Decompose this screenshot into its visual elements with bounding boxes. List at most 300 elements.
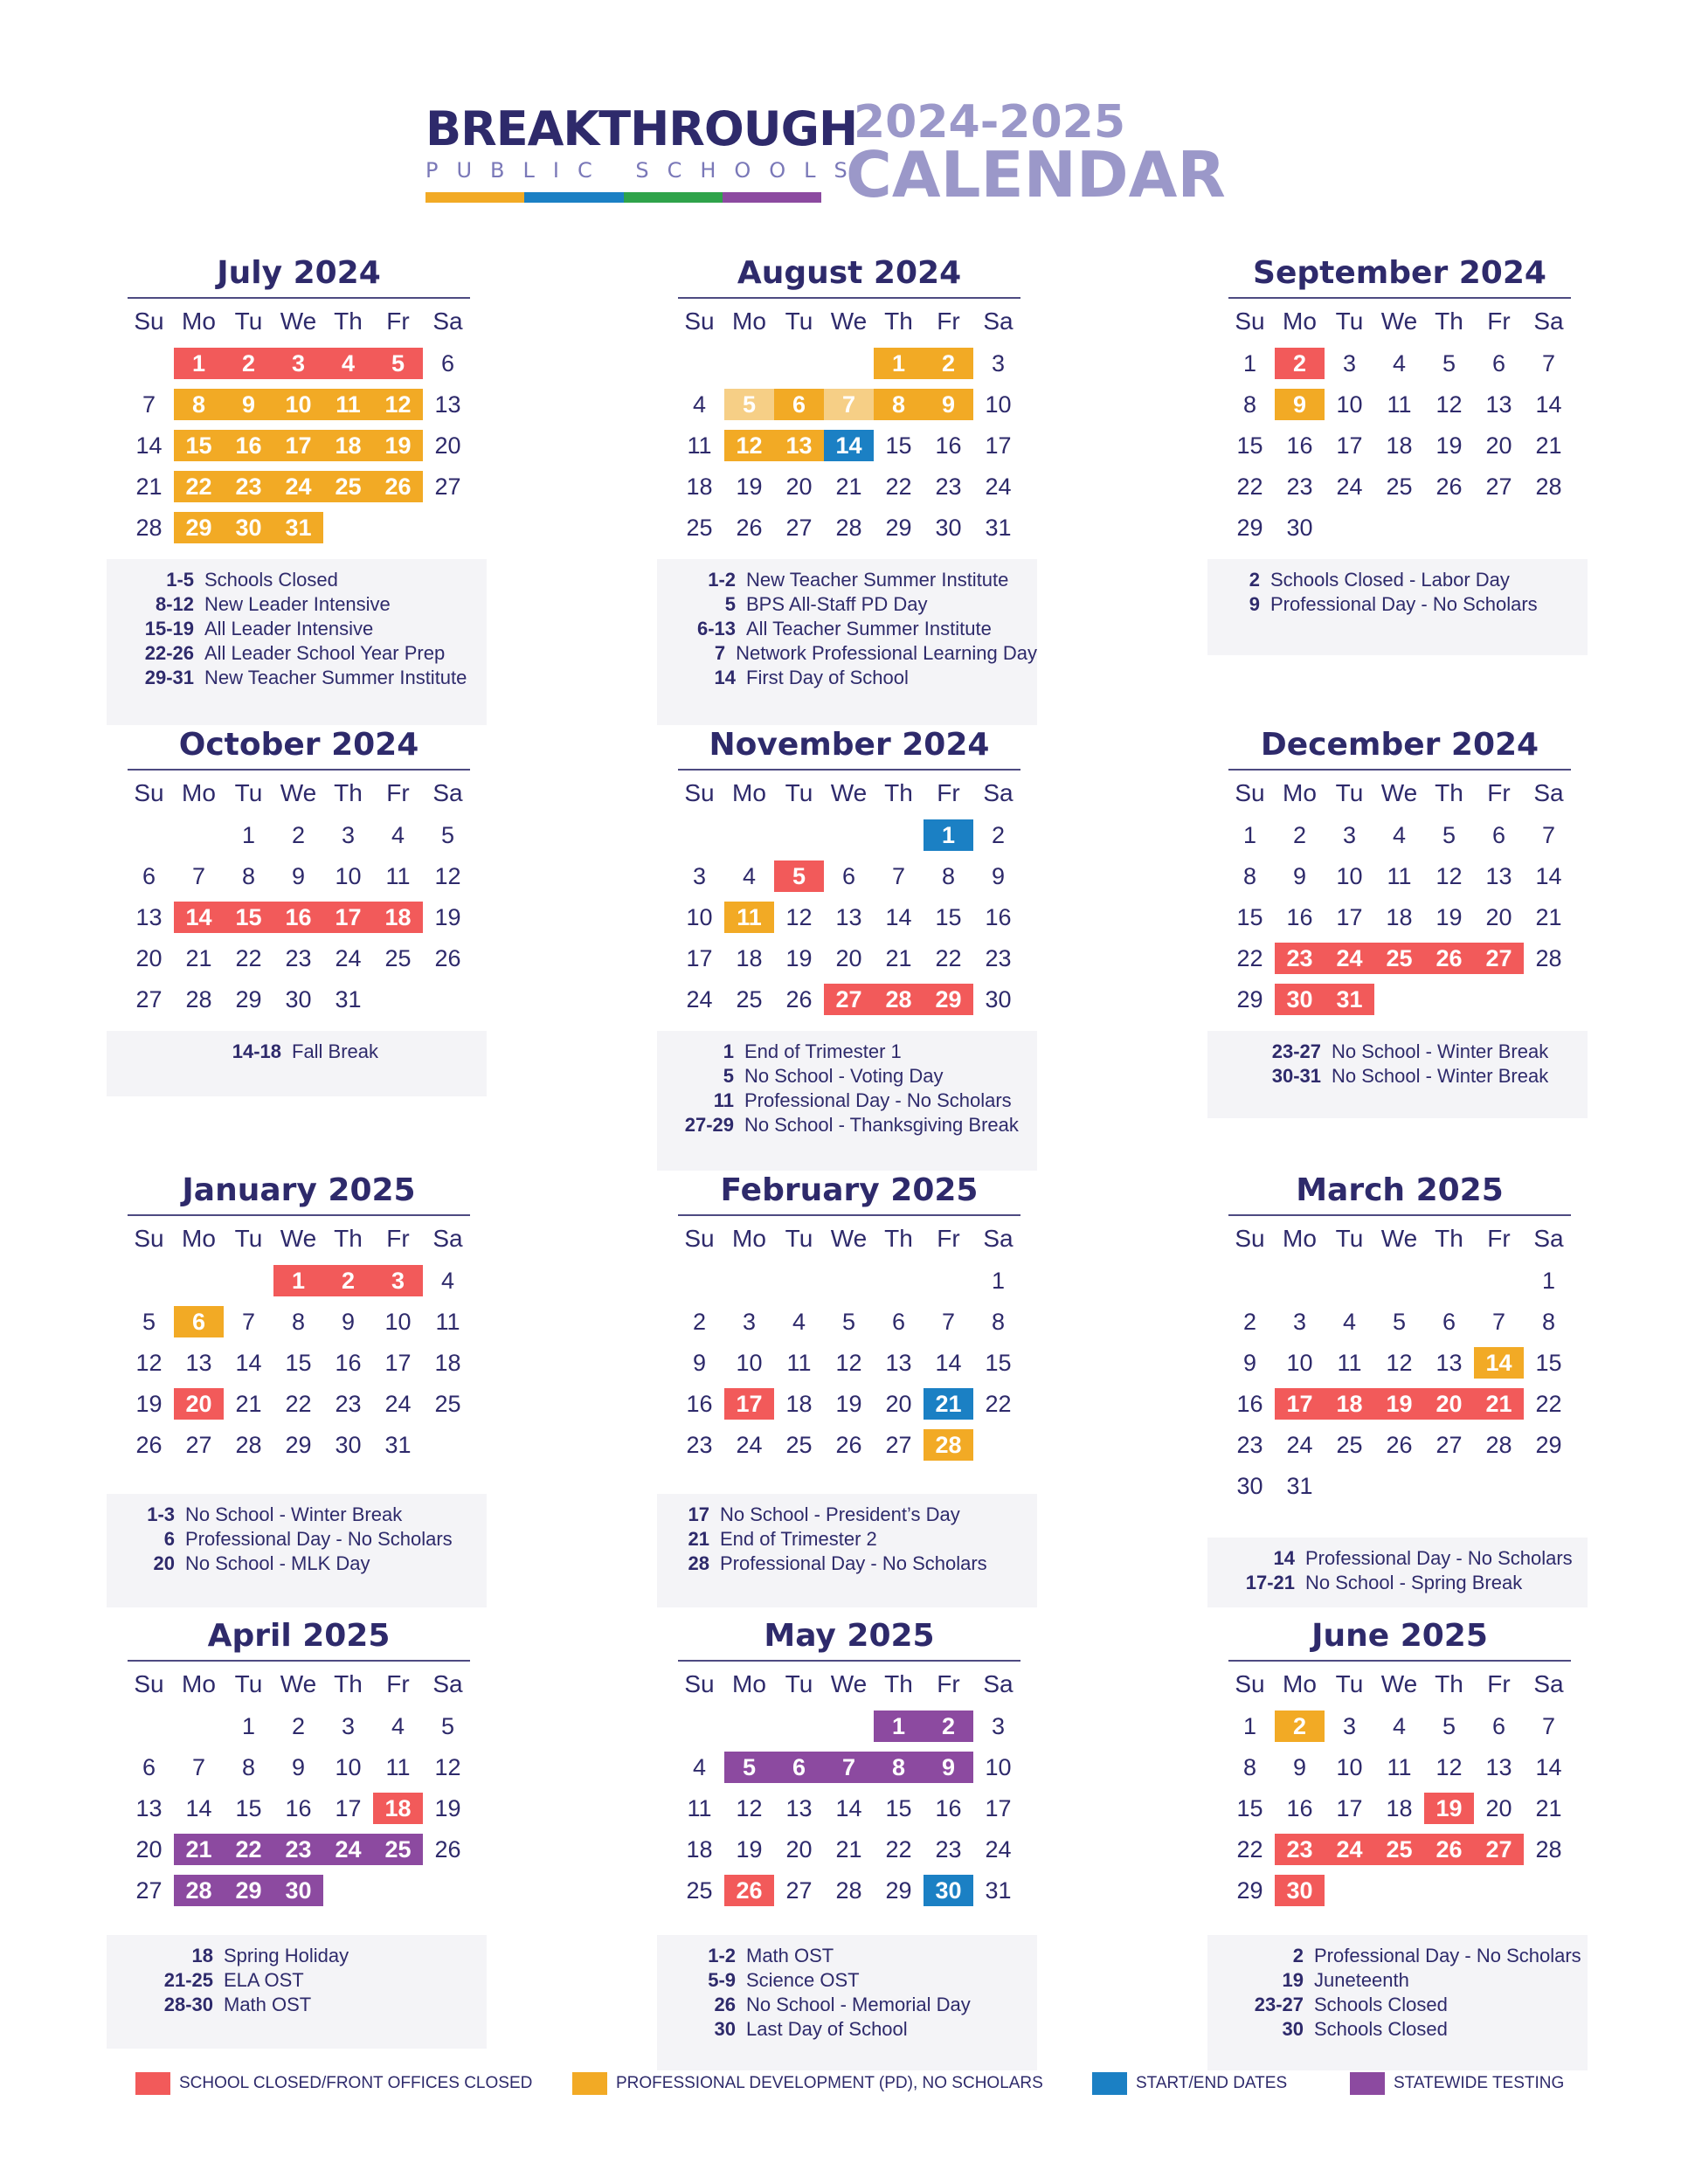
day-cell: 31 — [985, 1877, 1012, 1904]
day-cell: 1 — [1541, 1268, 1556, 1294]
event-description: Fall Break — [292, 1040, 379, 1062]
month-title: May 2025 — [764, 1618, 935, 1654]
event-dates: 8-12 — [155, 593, 194, 615]
weekday-spacer — [107, 306, 124, 337]
day-cell: 27 — [1474, 943, 1524, 974]
weekday-label: Su — [684, 1670, 715, 1697]
day-cell: 31 — [1286, 1473, 1313, 1499]
day-grid — [675, 348, 1041, 543]
event-description: All Leader Intensive — [204, 618, 374, 639]
day-cell: 25 — [1374, 1834, 1424, 1865]
weekday-label: Sa — [1533, 1670, 1564, 1697]
day-cell: 19 — [373, 430, 423, 461]
day-grid — [124, 1711, 491, 1906]
weekday-label: We — [1380, 779, 1418, 806]
day-cell: 2 — [291, 822, 306, 848]
day-cell: 14 — [185, 1795, 212, 1821]
day-cell: 13 — [1485, 391, 1512, 418]
day-cell: 14 — [174, 902, 224, 933]
day-cell: 11 — [1387, 391, 1412, 418]
day-cell: 28 — [1535, 1836, 1562, 1863]
weekday-label: We — [1380, 1670, 1418, 1697]
day-cell: 12 — [434, 863, 461, 889]
day-cell: 3 — [991, 1713, 1006, 1739]
weekday-label: Tu — [785, 1670, 813, 1697]
weekday-header — [1207, 1669, 1592, 1700]
day-cell: 24 — [1325, 1834, 1374, 1865]
day-cell: 13 — [1435, 1350, 1463, 1376]
day-cell: 21 — [1474, 1388, 1524, 1420]
day-cell: 23 — [985, 945, 1012, 971]
weekday-label: Su — [134, 1670, 164, 1697]
weekday-header — [657, 306, 1041, 337]
day-cell: 12 — [434, 1754, 461, 1780]
weekday-label: Su — [134, 1225, 164, 1252]
event-row — [1207, 1968, 1588, 1993]
day-cell: 11 — [323, 389, 373, 420]
event-description: New Teacher Summer Institute — [204, 667, 467, 688]
month-title: August 2024 — [737, 255, 962, 291]
day-cell: 28 — [1535, 945, 1562, 971]
event-dates: 28-30 — [163, 1994, 213, 2015]
weekday-label: We — [280, 1670, 317, 1697]
day-grid — [1225, 819, 1592, 1015]
event-dates: 27-29 — [684, 1114, 734, 1136]
month-title: January 2025 — [182, 1172, 416, 1208]
day-cell: 2 — [1275, 348, 1325, 379]
weekday-label: Sa — [983, 779, 1013, 806]
day-cell: 4 — [1342, 1309, 1357, 1335]
day-cell: 18 — [1325, 1388, 1374, 1420]
day-cell: 21 — [174, 1834, 224, 1865]
day-cell: 26 — [1424, 1834, 1474, 1865]
month-events — [107, 1494, 487, 1607]
day-cell: 8 — [241, 863, 256, 889]
day-cell: 21 — [135, 473, 163, 500]
day-cell: 9 — [291, 1754, 306, 1780]
day-cell: 13 — [434, 391, 461, 418]
day-cell: 30 — [1275, 984, 1325, 1015]
event-dates: 23-27 — [1254, 1994, 1304, 2015]
day-cell: 18 — [686, 1836, 713, 1863]
day-cell: 29 — [885, 1877, 912, 1904]
day-cell: 6 — [1491, 1713, 1506, 1739]
event-dates: 15-19 — [144, 618, 194, 639]
event-row — [1207, 592, 1588, 617]
weekday-label: We — [280, 1225, 317, 1252]
weekday-label: Su — [1235, 308, 1265, 335]
day-cell: 15 — [935, 904, 962, 930]
empty-day — [1474, 1265, 1524, 1296]
day-cell: 25 — [785, 1432, 813, 1458]
legend-label: STATEWIDE TESTING — [1394, 2074, 1565, 2092]
event-dates: 18 — [191, 1945, 213, 1966]
empty-day — [724, 348, 774, 379]
day-cell: 2 — [924, 348, 973, 379]
event-description: All Leader School Year Prep — [204, 642, 446, 664]
weekday-label: Tu — [785, 779, 813, 806]
legend-label: SCHOOL CLOSED/FRONT OFFICES CLOSED — [179, 2074, 533, 2092]
month-title-underline — [678, 769, 1020, 771]
weekday-label: Sa — [1533, 308, 1564, 335]
day-cell: 9 — [1292, 863, 1307, 889]
day-cell: 13 — [1485, 863, 1512, 889]
day-cell: 24 — [985, 1836, 1012, 1863]
weekday-label: Tu — [1335, 779, 1364, 806]
day-cell: 29 — [224, 1875, 273, 1906]
empty-day — [675, 1265, 724, 1296]
day-cell: 25 — [373, 1834, 423, 1865]
weekday-label: Sa — [983, 308, 1013, 335]
event-dates: 5 — [723, 1065, 734, 1087]
day-cell: 19 — [835, 1391, 862, 1417]
weekday-label: Mo — [732, 1670, 766, 1697]
empty-day — [1374, 1265, 1424, 1296]
day-cell: 19 — [434, 904, 461, 930]
day-cell: 7 — [824, 1752, 874, 1783]
event-row — [1207, 568, 1588, 592]
month-events — [657, 1494, 1037, 1607]
day-cell: 7 — [1491, 1309, 1506, 1335]
day-cell: 7 — [241, 1309, 256, 1335]
day-cell: 5 — [1442, 350, 1456, 377]
day-cell: 30 — [985, 986, 1012, 1013]
day-cell: 26 — [434, 945, 461, 971]
weekday-label: Su — [134, 779, 164, 806]
day-cell: 18 — [736, 945, 763, 971]
day-cell: 22 — [985, 1391, 1012, 1417]
day-cell: 5 — [1392, 1309, 1407, 1335]
event-row — [1207, 1040, 1588, 1064]
weekday-header — [107, 306, 491, 337]
day-cell: 24 — [1325, 943, 1374, 974]
day-cell: 12 — [785, 904, 813, 930]
event-row — [107, 1527, 487, 1552]
day-cell: 16 — [224, 430, 273, 461]
day-cell: 16 — [686, 1391, 713, 1417]
weekday-label: Su — [1235, 1670, 1265, 1697]
empty-day — [874, 819, 924, 851]
day-cell: 26 — [434, 1836, 461, 1863]
weekday-spacer — [657, 306, 675, 337]
weekday-header — [107, 1669, 491, 1700]
day-cell: 30 — [285, 986, 312, 1013]
event-row — [107, 1552, 487, 1576]
day-cell: 27 — [135, 1877, 163, 1904]
weekday-label: Tu — [234, 1670, 263, 1697]
day-cell: 11 — [687, 432, 712, 459]
day-cell: 11 — [385, 1754, 411, 1780]
weekday-label: Fr — [937, 779, 960, 806]
event-description: All Teacher Summer Institute — [746, 618, 992, 639]
weekday-label: Su — [1235, 779, 1265, 806]
empty-day — [1275, 1265, 1325, 1296]
day-cell: 24 — [323, 1834, 373, 1865]
event-row — [657, 1944, 1037, 1968]
day-cell: 17 — [323, 902, 373, 933]
month-jul — [107, 253, 491, 543]
event-description: Schools Closed - Labor Day — [1270, 569, 1510, 591]
event-description: Spring Holiday — [224, 1945, 349, 1966]
legend-key-item — [1092, 2070, 1287, 2097]
event-row — [1207, 1064, 1588, 1089]
day-cell: 16 — [935, 432, 962, 459]
day-cell: 18 — [785, 1391, 813, 1417]
day-cell: 4 — [692, 391, 707, 418]
weekday-label: Mo — [1283, 779, 1317, 806]
day-cell: 18 — [373, 902, 423, 933]
event-dates: 5 — [724, 593, 736, 615]
weekday-label: Sa — [1533, 1225, 1564, 1252]
event-description: No School - Winter Break — [185, 1503, 403, 1525]
day-cell: 8 — [874, 1752, 924, 1783]
day-cell: 12 — [373, 389, 423, 420]
weekday-label: Fr — [1487, 1670, 1511, 1697]
event-dates: 21 — [688, 1528, 709, 1550]
day-cell: 5 — [724, 1752, 774, 1783]
day-cell: 4 — [391, 1713, 405, 1739]
day-cell: 19 — [1374, 1388, 1424, 1420]
weekday-spacer — [657, 1223, 675, 1254]
school-logo — [425, 101, 866, 203]
day-cell: 29 — [1535, 1432, 1562, 1458]
weekday-label: Th — [334, 779, 363, 806]
empty-day — [675, 1711, 724, 1742]
day-cell: 3 — [1342, 350, 1357, 377]
day-cell: 13 — [135, 904, 163, 930]
day-cell: 3 — [1342, 822, 1357, 848]
day-cell: 21 — [235, 1391, 262, 1417]
day-cell: 21 — [835, 1836, 862, 1863]
event-description: Math OST — [224, 1994, 312, 2015]
day-cell: 9 — [924, 1752, 973, 1783]
day-cell: 27 — [185, 1432, 212, 1458]
event-row — [657, 1968, 1037, 1993]
event-dates: 1-2 — [708, 1945, 736, 1966]
month-title: October 2024 — [178, 727, 419, 763]
event-description: No School - President’s Day — [720, 1503, 960, 1525]
day-cell: 15 — [1535, 1350, 1562, 1376]
month-title: December 2024 — [1260, 727, 1539, 763]
day-cell: 24 — [273, 471, 323, 502]
month-events — [657, 559, 1037, 725]
day-cell: 12 — [724, 430, 774, 461]
day-cell: 29 — [924, 984, 973, 1015]
day-cell: 11 — [786, 1350, 812, 1376]
event-dates: 21-25 — [163, 1969, 213, 1991]
weekday-header — [107, 778, 491, 809]
day-cell: 12 — [835, 1350, 862, 1376]
day-cell: 20 — [434, 432, 461, 459]
day-cell: 20 — [1485, 904, 1512, 930]
day-cell: 13 — [785, 1795, 813, 1821]
day-cell: 24 — [335, 945, 362, 971]
day-cell: 7 — [824, 389, 874, 420]
month-events — [1207, 1935, 1588, 2070]
weekday-label: Fr — [937, 1670, 960, 1697]
day-cell: 15 — [1236, 904, 1263, 930]
day-cell: 10 — [736, 1350, 763, 1376]
event-dates: 2 — [1249, 569, 1260, 591]
day-cell: 11 — [1387, 1754, 1412, 1780]
weekday-header — [107, 1223, 491, 1254]
day-cell: 6 — [142, 1754, 156, 1780]
day-cell: 1 — [1242, 822, 1257, 848]
day-cell: 10 — [985, 391, 1012, 418]
month-jan — [107, 1171, 491, 1461]
day-cell: 7 — [1541, 1713, 1556, 1739]
weekday-label: Fr — [1487, 1225, 1511, 1252]
day-cell: 3 — [991, 350, 1006, 377]
day-cell: 9 — [924, 389, 973, 420]
day-cell: 29 — [1236, 986, 1263, 1013]
event-row — [657, 1113, 1037, 1137]
event-row — [657, 1503, 1037, 1527]
day-cell: 4 — [323, 348, 373, 379]
day-cell: 29 — [885, 515, 912, 541]
day-cell: 28 — [185, 986, 212, 1013]
day-cell: 23 — [1275, 1834, 1325, 1865]
day-cell: 8 — [1541, 1309, 1556, 1335]
day-cell: 26 — [1435, 473, 1463, 500]
month-nov — [657, 725, 1041, 1015]
day-cell: 2 — [1242, 1309, 1257, 1335]
day-cell: 16 — [1286, 432, 1313, 459]
day-cell: 7 — [191, 863, 206, 889]
weekday-label: Th — [334, 1670, 363, 1697]
weekday-label: Tu — [234, 779, 263, 806]
month-title: November 2024 — [709, 727, 990, 763]
event-dates: 28 — [688, 1552, 709, 1574]
day-cell: 29 — [174, 512, 224, 543]
day-cell: 25 — [384, 945, 412, 971]
day-cell: 16 — [285, 1795, 312, 1821]
day-cell: 28 — [1485, 1432, 1512, 1458]
day-cell: 27 — [785, 1877, 813, 1904]
month-title: September 2024 — [1253, 255, 1546, 291]
day-cell: 7 — [142, 391, 156, 418]
month-aug — [657, 253, 1041, 543]
day-grid — [124, 348, 491, 543]
month-events — [1207, 1031, 1588, 1118]
empty-day — [675, 348, 724, 379]
day-cell: 26 — [1386, 1432, 1413, 1458]
day-cell: 3 — [1342, 1713, 1357, 1739]
day-grid — [675, 1711, 1041, 1906]
day-cell: 27 — [885, 1432, 912, 1458]
day-cell: 3 — [1292, 1309, 1307, 1335]
day-cell: 6 — [891, 1309, 906, 1335]
event-row — [107, 1503, 487, 1527]
weekday-label: Th — [1435, 1670, 1463, 1697]
day-cell: 17 — [1336, 1795, 1363, 1821]
logo-bar-segment — [624, 192, 723, 203]
event-dates: 23-27 — [1271, 1040, 1321, 1062]
day-cell: 22 — [885, 1836, 912, 1863]
event-row — [107, 1968, 487, 1993]
empty-day — [724, 819, 774, 851]
day-cell: 28 — [835, 515, 862, 541]
day-cell: 1 — [1242, 350, 1257, 377]
day-grid — [124, 819, 491, 1015]
empty-day — [824, 1711, 874, 1742]
day-cell: 9 — [1242, 1350, 1257, 1376]
day-cell: 23 — [935, 1836, 962, 1863]
day-cell: 18 — [323, 430, 373, 461]
event-dates: 1-3 — [147, 1503, 175, 1525]
day-cell: 1 — [241, 822, 256, 848]
day-cell: 19 — [785, 945, 813, 971]
day-cell: 10 — [985, 1754, 1012, 1780]
day-cell: 20 — [174, 1388, 224, 1420]
day-cell: 24 — [384, 1391, 412, 1417]
empty-day — [824, 348, 874, 379]
day-cell: 1 — [874, 1711, 924, 1742]
day-cell: 10 — [1286, 1350, 1313, 1376]
logo-color-bar — [425, 192, 821, 203]
day-cell: 30 — [1286, 515, 1313, 541]
day-cell: 5 — [373, 348, 423, 379]
day-cell: 2 — [924, 1711, 973, 1742]
event-description: No School - Voting Day — [744, 1065, 944, 1087]
empty-day — [874, 1265, 924, 1296]
event-dates: 30 — [714, 2018, 736, 2040]
day-cell: 14 — [885, 904, 912, 930]
empty-day — [174, 1711, 224, 1742]
day-cell: 1 — [174, 348, 224, 379]
weekday-label: Tu — [1335, 308, 1364, 335]
weekday-label: Th — [884, 779, 913, 806]
weekday-label: Mo — [1283, 308, 1317, 335]
month-sep — [1207, 253, 1592, 543]
day-cell: 26 — [135, 1432, 163, 1458]
day-cell: 25 — [1386, 473, 1413, 500]
event-description: Professional Day - No Scholars — [720, 1552, 987, 1574]
weekday-label: Fr — [386, 1225, 410, 1252]
day-cell: 16 — [335, 1350, 362, 1376]
weekday-label: Sa — [983, 1670, 1013, 1697]
day-cell: 13 — [885, 1350, 912, 1376]
weekday-label: We — [830, 1225, 868, 1252]
weekday-label: Sa — [1533, 779, 1564, 806]
weekday-label: Fr — [386, 779, 410, 806]
day-cell: 14 — [835, 1795, 862, 1821]
event-row — [1207, 1993, 1588, 2017]
day-cell: 13 — [835, 904, 862, 930]
day-cell: 15 — [235, 1795, 262, 1821]
empty-day — [924, 1265, 973, 1296]
day-cell: 24 — [736, 1432, 763, 1458]
day-cell: 12 — [1435, 391, 1463, 418]
event-row — [657, 1527, 1037, 1552]
day-cell: 21 — [1535, 432, 1562, 459]
day-cell: 24 — [1336, 473, 1363, 500]
day-cell: 3 — [373, 1265, 423, 1296]
event-description: Juneteenth — [1314, 1969, 1409, 1991]
weekday-label: Sa — [432, 779, 463, 806]
day-cell: 3 — [341, 1713, 356, 1739]
day-cell: 18 — [1386, 904, 1413, 930]
day-cell: 4 — [1392, 822, 1407, 848]
weekday-label: Fr — [386, 308, 410, 335]
day-cell: 19 — [736, 1836, 763, 1863]
day-cell: 20 — [785, 1836, 813, 1863]
month-title-underline — [128, 1660, 470, 1662]
weekday-label: Sa — [432, 1670, 463, 1697]
event-row — [107, 1993, 487, 2017]
day-cell: 14 — [935, 1350, 962, 1376]
day-cell: 3 — [273, 348, 323, 379]
